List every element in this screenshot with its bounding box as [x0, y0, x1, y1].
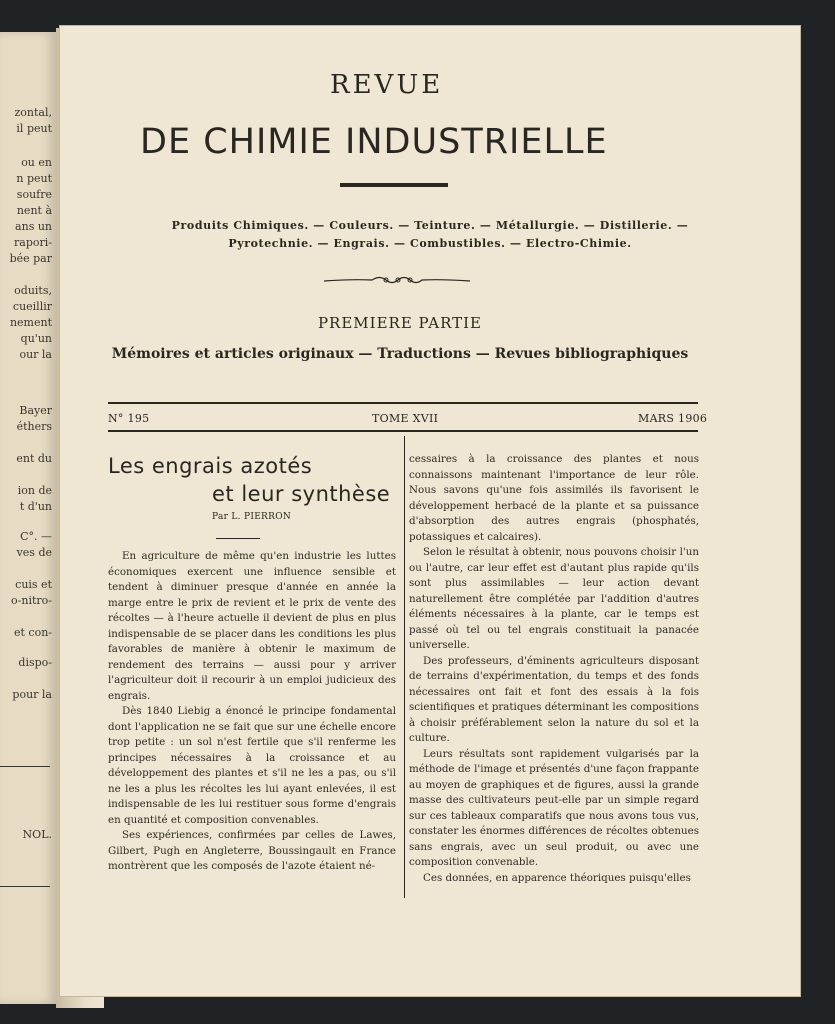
- left-page-fragment: dispo-: [18, 656, 52, 669]
- left-page-fragment: ans un: [15, 220, 52, 233]
- sections-heading: Mémoires et articles originaux — Traductions — Revues bibliographiques: [111, 346, 689, 362]
- left-facing-page: [0, 32, 58, 1004]
- subjects-line-1: Produits Chimiques. — Couleurs. — Teinture. — Métallurgie. — Distillerie. —: [171, 219, 689, 232]
- article-title-line-1: Les engrais azotés: [108, 454, 313, 478]
- masthead-revue: REVUE: [330, 70, 444, 100]
- left-page-fragment: C°. —: [20, 530, 52, 543]
- left-page-fragment: ion de: [17, 484, 52, 497]
- article-column-1: [108, 549, 396, 875]
- journal-page: [60, 26, 800, 996]
- issue-tome: TOME XVII: [372, 412, 439, 425]
- paragraph: Ses expériences, confirmées par celles de Lawes, Gilbert, Pugh en Angleterre, Boussingault en France montrèrent que les composés de l'azote étaient né-: [108, 829, 396, 872]
- left-page-fragment: qu'un: [20, 332, 52, 345]
- issue-rule-top: [108, 402, 698, 404]
- left-page-fragment: nent à: [16, 204, 52, 217]
- title-rule: [340, 183, 448, 187]
- left-page-fragment: et con-: [13, 626, 52, 639]
- left-page-fragment: our la: [19, 348, 52, 361]
- left-page-fragment: éthers: [16, 420, 52, 433]
- left-page-fragment: o-nitro-: [11, 594, 52, 607]
- issue-date: MARS 1906: [638, 412, 708, 425]
- left-page-fragment: rapori-: [14, 236, 52, 249]
- left-page-fragment: oduits,: [14, 284, 52, 297]
- paragraph: Des professeurs, d'éminents agriculteurs disposant de terrains d'expérimentation, du temps et des fonds nécessaires ont fait et font des essais à la fois scientifiques et pratiques déterminant les compositions à choisir préférablement selon la nature du sol et la culture.: [409, 654, 700, 744]
- left-page-fragment: Bayer: [19, 404, 52, 417]
- left-page-rule: [0, 766, 50, 767]
- left-page-fragment: cuis et: [15, 578, 52, 591]
- ornament-flourish-icon: [322, 273, 472, 287]
- left-page-fragment: soufre: [16, 188, 52, 201]
- part-heading: PREMIERE PARTIE: [317, 314, 483, 332]
- left-page-fragment: ent du: [16, 452, 52, 465]
- left-page-fragment: zontal,: [14, 106, 52, 119]
- paragraph: En agriculture de même qu'en industrie les luttes économiques exercent une influence sensible et tendent à diminuer presque d'année en année la marge entre le prix de revient et le prix de vente des récoltes — à l'heure actuelle il devient de plus en plus indispensable de se placer dans les conditions les plus favorables de manière à obtenir le maximum de rendement des terrains — aussi pour y arriver l'agriculteur doit il recourir à un emploi judicieux des engrais.: [108, 550, 396, 702]
- left-page-fragment: n peut: [16, 172, 52, 185]
- paragraph: Selon le résultat à obtenir, nous pouvons choisir l'un ou l'autre, car leur effet est d'autant plus rapide qu'ils sont plus assimilables — leur action devant naturellement être complétée par l'addition d'autres éléments nécessaires à la plante, car le temps est passé où tel ou tel engrais constituait la panacée universelle.: [409, 546, 699, 651]
- column-divider: [404, 436, 405, 898]
- left-page-fragment: cueillir: [12, 300, 52, 313]
- left-page-fragment: t d'un: [19, 500, 52, 513]
- left-page-fragment: bée par: [9, 252, 52, 265]
- issue-rule-bottom: [108, 430, 698, 432]
- left-page-fragment: pour la: [12, 688, 52, 701]
- masthead-title: DE CHIMIE INDUSTRIELLE: [140, 122, 608, 162]
- article-byline: Par L. PIERRON: [212, 512, 292, 522]
- left-page-fragment: ves de: [16, 546, 52, 559]
- left-page-rule: [0, 886, 50, 887]
- article-column-2: [409, 452, 699, 886]
- left-page-fragment: NOL.: [22, 828, 52, 841]
- left-page-fragment: il peut: [16, 122, 52, 135]
- paragraph: Ces données, en apparence théoriques puisqu'elles: [423, 871, 691, 884]
- paragraph: cessaires à la croissance des plantes et nous connaissons maintenant l'importance de leur rôle. Nous savons qu'une fois assimilés ils favorisent le développement herbacé de la plante et sa puissance d'absorption des autres engrais (phosphatés, potassiques et calcaires).: [409, 453, 699, 543]
- paragraph: Leurs résultats sont rapidement vulgarisés par la méthode de l'image et présentés d'une façon frappante au moyen de graphiques et de figures, aussi la grande masse des cultivateurs peut-elle par un simple regard sur ces tableaux comparatifs que nous avons tous vus, constater les énormes différences de récoltes obtenues sans engrais, avec un seul produit, ou avec une composition convenable.: [409, 747, 699, 868]
- article-title-line-2: et leur synthèse: [212, 482, 391, 506]
- left-page-fragment: ou en: [21, 156, 52, 169]
- left-page-fragment: nement: [9, 316, 52, 329]
- paragraph: Dès 1840 Liebig a énoncé le principe fondamental dont l'application ne se fait que sur une échelle encore trop petite : un sol n'est fertile que s'il renferme les principes nécessaires à la croissance et au développement des plantes et s'il ne les a pas, ou s'il ne les a plus les récoltes les lui ayant enlevées, il est indispensable de les lui restituer sous forme d'engrais en quantité et composition convenables.: [108, 705, 396, 826]
- subjects-line-2: Pyrotechnie. — Engrais. — Combustibles. — Electro-Chimie.: [228, 237, 632, 250]
- issue-number: N° 195: [108, 412, 150, 425]
- byline-rule: [216, 538, 260, 539]
